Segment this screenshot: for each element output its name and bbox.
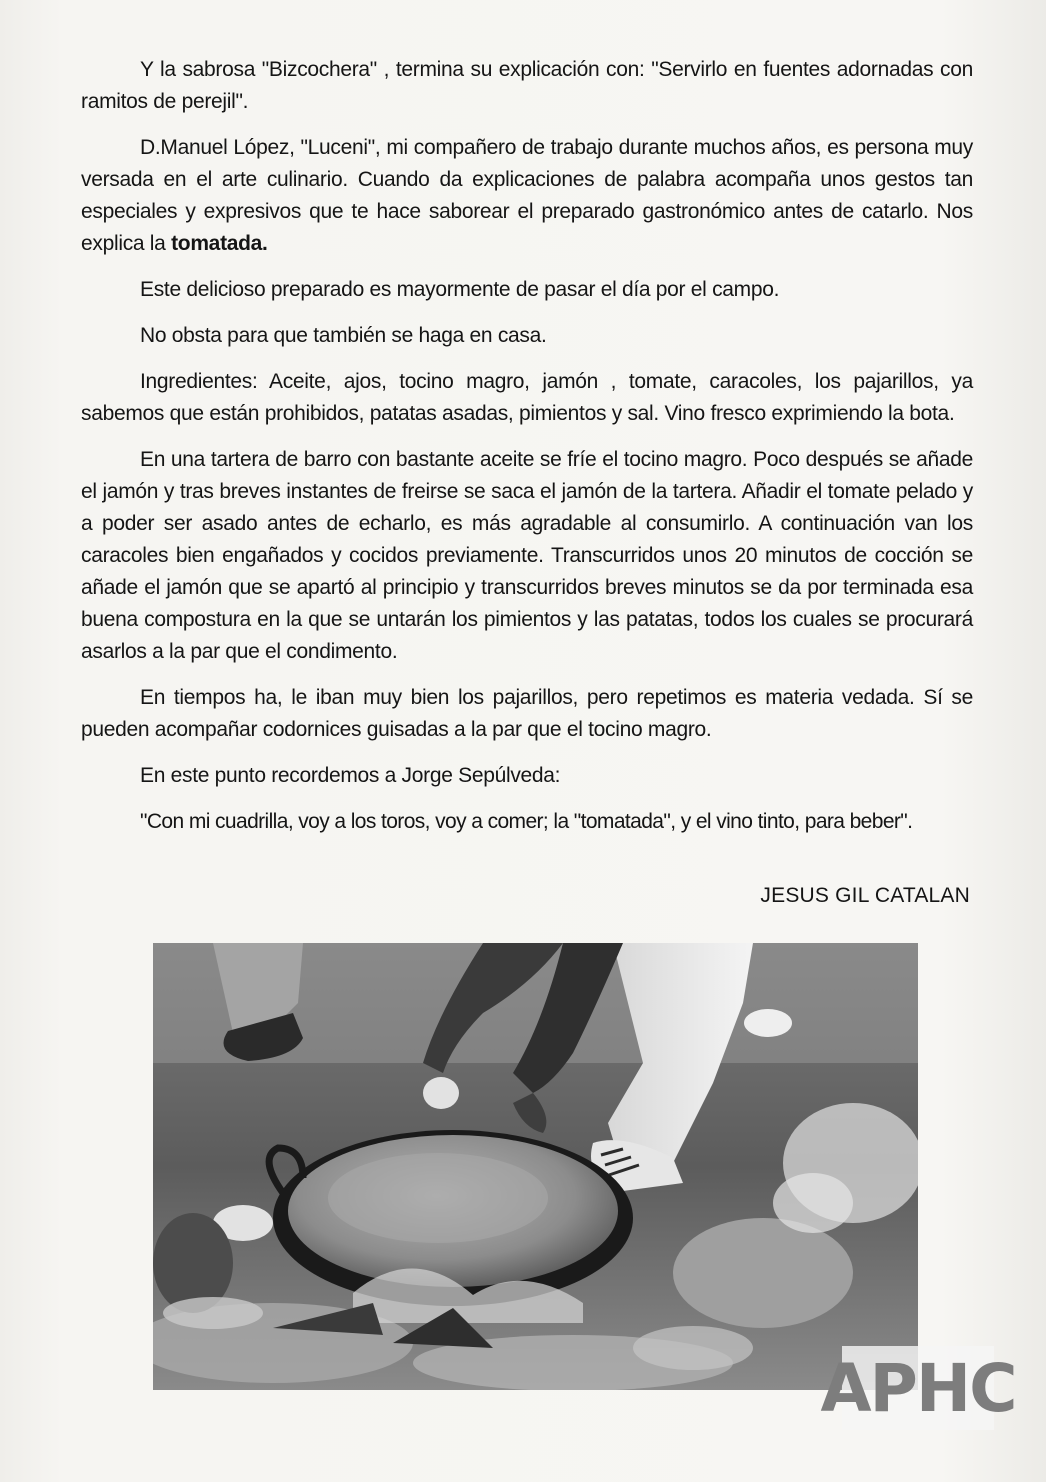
paragraph-sepulveda-text: En este punto recordemos a Jorge Sepúlveda: [140,764,561,787]
paragraph-casa [81,320,973,352]
paragraph-preparacion [81,444,973,668]
paragraph-quote [81,806,973,838]
paragraph-luceni [81,132,973,260]
cooking-photo-illustration [153,943,918,1390]
paragraph-campo-text: Este delicioso preparado es mayormente de pasar el día por el campo. [140,278,780,301]
tomatada-bold: tomatada. [171,232,268,255]
paragraph-bizcochera [81,54,973,118]
paragraph-bizcochera-text: Y la sabrosa "Bizcochera" , termina su explicación con: "Servirlo en fuentes adornadas con ramitos de perejil". [81,58,973,113]
author-signature: JESUS GIL CATALAN [760,884,970,907]
paragraph-sepulveda [81,760,973,792]
aphc-watermark: APHC [842,1346,994,1430]
article-body [81,54,973,846]
paragraph-preparacion-text: En una tartera de barro con bastante aceite se fríe el tocino magro. Poco después se añade el jamón y tras breves instantes de freirse se saca el jamón de la tartera. Añadir el tomate pelado y a poder ser asado antes de echarlo, es más agradable al consumirlo. A continuación van los caracoles bien engañados y cocidos previamente. Transcurridos unos 20 minutos de cocción se añade el jamón que se apartó al principio y transcurridos breves minutos se da por terminada esa buena compostura en la que se untarán los pimientos y las patatas, todos los cuales se procurará asarlos a la par que el condimento. [81,448,973,663]
paragraph-pajarillos-text: En tiempos ha, le iban muy bien los pajarillos, pero repetimos es materia vedada. Sí se pueden acompañar codornices guisadas a la par que el tocino magro. [81,686,973,741]
paragraph-campo [81,274,973,306]
paragraph-pajarillos [81,682,973,746]
paragraph-ingredientes [81,366,973,430]
paragraph-casa-text: No obsta para que también se haga en casa. [140,324,547,347]
paragraph-luceni-text: D.Manuel López, "Luceni", mi compañero de trabajo durante muchos años, es persona muy versada en el arte culinario. Cuando da explicaciones de palabra acompaña unos gestos tan especiales y expresivos que te hace saborear el preparado gastronómico antes de catarlo. Nos explica la [81,136,973,255]
cooking-photo [153,943,918,1390]
paragraph-ingredientes-text: Ingredientes: Aceite, ajos, tocino magro, jamón , tomate, caracoles, los pajarillos, ya sabemos que están prohibidos, patatas asadas, pimientos y sal. Vino fresco exprimiendo la bota. [81,370,973,425]
paragraph-quote-text: "Con mi cuadrilla, voy a los toros, voy a comer; la "tomatada", y el vino tinto, para beber". [140,810,913,833]
